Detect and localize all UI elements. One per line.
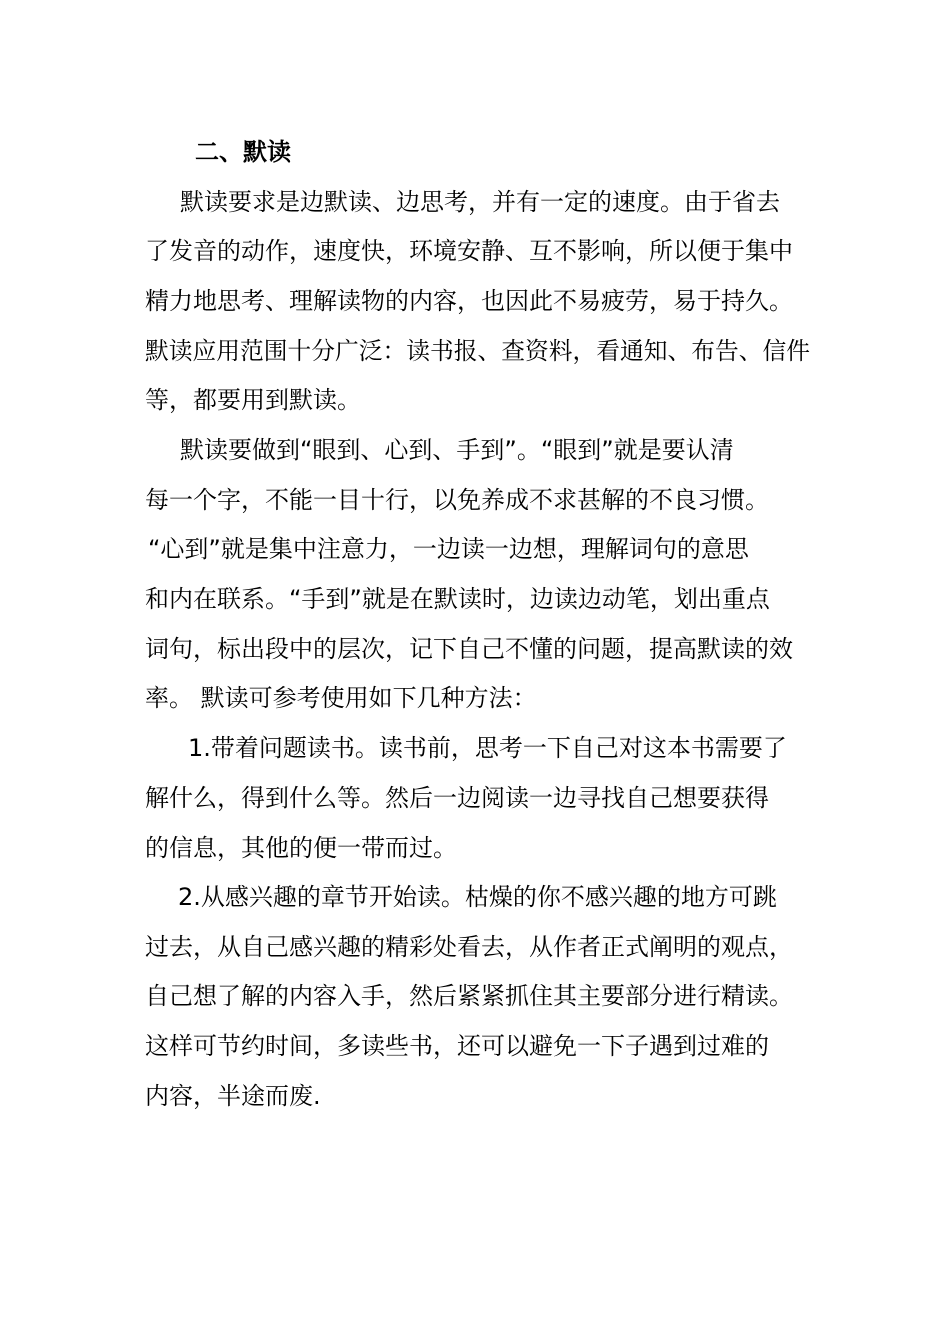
list-item-line: 过去，从自己感兴趣的精彩处看去，从作者正式阐明的观点， [145, 933, 793, 961]
list-item-line: 内容，半途而废. [145, 1082, 321, 1110]
list-item-line: 解什么，得到什么等。然后一边阅读一边寻找自己想要获得 [145, 784, 769, 812]
paragraph-line: 默读应用范围十分广泛：读书报、查资料，看通知、布告、信件 [145, 337, 811, 365]
paragraph-line: 等，都要用到默读。 [145, 386, 361, 414]
paragraph-line: “心到”就是集中注意力，一边读一边想，理解词句的意思 [148, 535, 749, 563]
list-item-line: 1.带着问题读书。读书前，思考一下自己对这本书需要了 [188, 734, 787, 762]
paragraph-line: 默读要求是边默读、边思考，并有一定的速度。由于省去 [180, 188, 780, 216]
paragraph-line: 了发音的动作，速度快，环境安静、互不影响，所以便于集中 [145, 237, 793, 265]
list-item-line: 自己想了解的内容入手，然后紧紧抓住其主要部分进行精读。 [145, 982, 793, 1010]
list-item-line: 的信息，其他的便一带而过。 [145, 834, 457, 862]
paragraph-line: 率。 默读可参考使用如下几种方法： [145, 684, 537, 712]
paragraph-line: 精力地思考、理解读物的内容，也因此不易疲劳，易于持久。 [145, 287, 793, 315]
paragraph-line: 每一个字，不能一目十行，以免养成不求甚解的不良习惯。 [145, 486, 769, 514]
list-item-line: 这样可节约时间，多读些书，还可以避免一下子遇到过难的 [145, 1032, 769, 1060]
list-item-line: 2.从感兴趣的章节开始读。枯燥的你不感兴趣的地方可跳 [178, 883, 777, 911]
paragraph-line: 和内在联系。“手到”就是在默读时，边读边动笔，划出重点 [145, 585, 770, 613]
paragraph-line: 词句，标出段中的层次，记下自己不懂的问题，提高默读的效 [145, 635, 793, 663]
section-heading: 二、默读 [195, 138, 291, 166]
paragraph-line: 默读要做到“眼到、心到、手到”。“眼到”就是要认清 [180, 436, 734, 464]
